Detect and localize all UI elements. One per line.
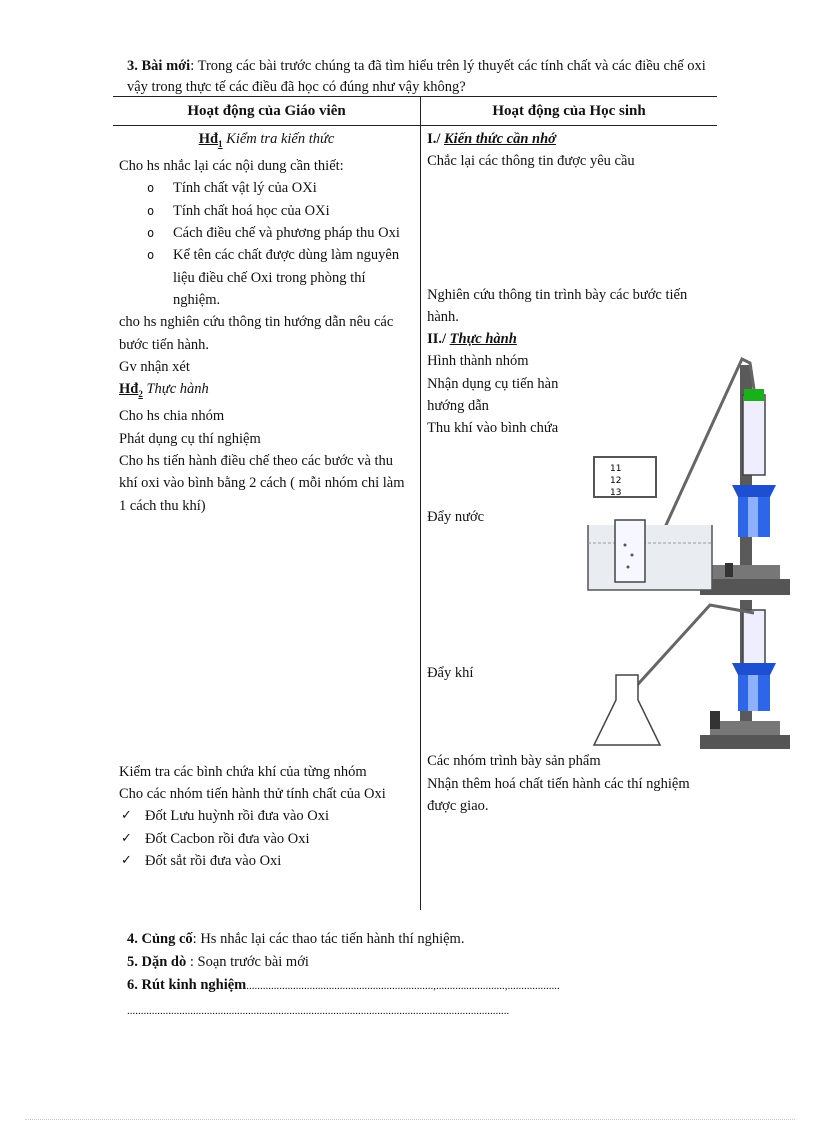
list-item: ✓ Đốt sắt rồi đưa vào Oxi [119,850,414,872]
footer-dots-line: ........................................................................................................................................... [127,1005,510,1017]
volume-gauge [594,457,656,497]
intro-text: : Trong các bài trước chúng ta đã tìm hiểu trên lý thuyết các tính chất và các điều chế oxi vậy trong thực tế các điều đã học có đúng như vậy không? [127,58,706,95]
bubble [624,544,627,547]
gauge-tick-label: 11 [610,464,622,474]
section-2-heading: II./ Thực hành [427,331,517,348]
intro-title: Bài mới [141,58,191,74]
spacer [119,517,414,761]
clamp-top-lower [732,663,776,675]
student-line-9: Các nhóm trình bày sản phẩm [427,753,601,770]
collecting-jar [615,520,645,582]
intro-number: 3. [127,58,138,74]
student-line-4: Nhận dụng cụ tiến hàn [427,375,559,392]
hd2-heading: $Hđ_2$ Thực hành [119,381,209,400]
clamp-top-upper [732,485,776,497]
stand-knob [710,711,720,729]
list-item: ✓ Đốt Lưu huỳnh rồi đưa vào Oxi [119,805,414,827]
stand-foot-upper [700,579,790,595]
conical-flask [594,675,660,745]
footer-line-5: 5. Dặn dò : Soạn trước bài mới [127,954,309,970]
student-line-7: Đẩy nước [427,508,485,525]
footer-line-6: 6. Rút kinh nghiệm....................................................................,.........................,................... [127,977,560,993]
student-line-5: hướng dẫn [427,398,489,415]
list-item: o Tính chất hoá học của OXi [147,200,414,222]
test-tube-lower [743,610,765,665]
student-line-2: Nghiên cứu thông tin trình bày các bước tiến hành. [427,286,688,325]
recall-list [119,177,414,311]
student-line-8: Đẩy khí [427,664,474,681]
student-line-6: Thu khí vào bình chứa [427,420,559,437]
student-line-10: Nhận thêm hoá chất tiến hành các thí nghiệm được giao. [427,775,690,814]
teacher-line-8: Cho các nhóm tiến hành thử tính chất của Oxi [119,786,386,803]
teacher-line-4: Cho hs chia nhóm [119,408,225,425]
gauge-tick-label: 12 [610,476,622,486]
list-item: o Tính chất vật lý của OXi [147,177,414,199]
green-stopper [744,389,764,401]
bubble [627,566,630,569]
teacher-line-7: Kiểm tra các bình chứa khí của từng nhóm [119,763,367,780]
teacher-line-5: Phát dụng cụ thí nghiệm [119,430,261,447]
student-line-1: Chắc lại các thông tin được yêu cầu [427,153,635,170]
spacer [427,173,711,284]
stand-base-upper [710,565,780,579]
teacher-line-3: Gv nhận xét [119,358,190,375]
stand-knob [725,563,733,577]
teacher-column [113,126,421,911]
list-item: ✓ Đốt Cacbon rồi đưa vào Oxi [119,828,414,850]
gauge-tick-label: 13 [610,488,622,498]
burner-highlight-lower [748,675,758,711]
water-trough [588,525,712,590]
lab-apparatus-illustration [580,355,800,755]
burner-highlight-upper [748,497,758,537]
footer-line-4: 4. Củng cố: Hs nhắc lại các thao tác tiến hành thí nghiệm. [127,931,465,947]
test-tube-upper [743,395,765,475]
header-student: Hoạt động của Học sinh [421,97,717,126]
footer-section [127,928,727,1023]
test-list [119,805,414,872]
page-bottom-rule [25,1119,795,1120]
list-item: o Cách điều chế và phương pháp thu Oxi [147,222,414,244]
header-teacher: Hoạt động của Giáo viên [113,97,421,126]
list-item: o Kể tên các chất được dùng làm nguyên liệu điều chế Oxi trong phòng thí nghiệm. [147,244,414,311]
section-1-heading: I./ Kiến thức cần nhớ [427,131,556,147]
intro-paragraph [127,56,717,98]
hd1-heading: $Hđ_1$ Kiểm tra kiến thức [198,131,335,149]
stand-foot-lower [700,735,790,749]
bubble [631,554,634,557]
stand-base-lower [710,721,780,735]
teacher-line-2: cho hs nghiên cứu thông tin hướng dẫn nêu các bước tiến hành. [119,314,394,353]
delivery-tube-lower [630,605,754,693]
teacher-line-6: Cho hs tiến hành điều chế theo các bước và thu khí oxi vào bình bằng 2 cách ( mỗi nhóm chỉ làm 1 cách thu khí) [119,452,405,514]
teacher-line-1: Cho hs nhắc lại các nội dung cần thiết: [119,158,344,175]
student-line-3: Hình thành nhóm [427,353,529,370]
